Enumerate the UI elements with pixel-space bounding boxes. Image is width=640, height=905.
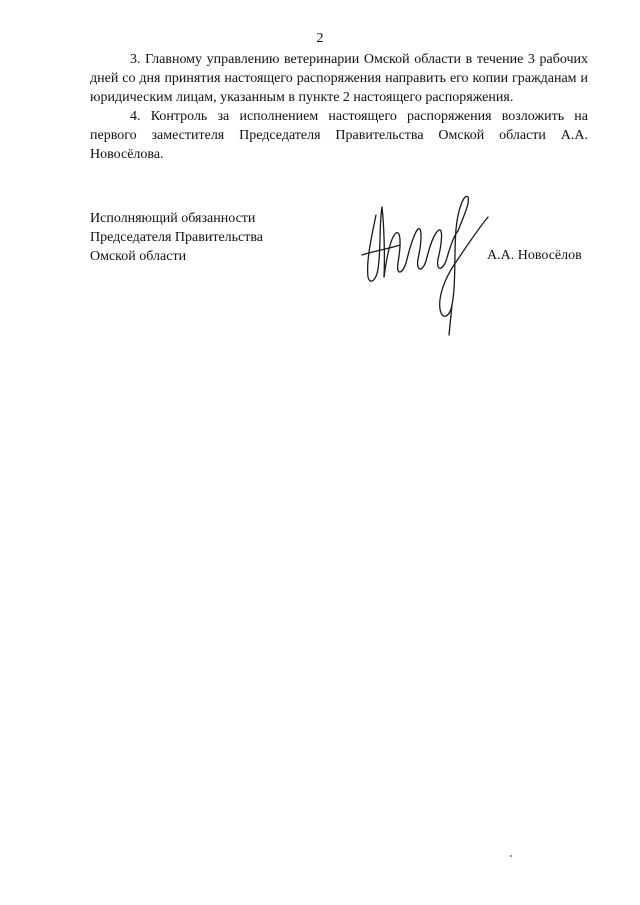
document-body (90, 50, 588, 164)
signatory-title-line: Председателя Правительства (90, 230, 264, 245)
signatory-name: А.А. Новосёлов (487, 248, 582, 263)
signatory-title-line: Исполняющий обязанности (90, 211, 256, 226)
paragraph-4: 4. Контроль за исполнением настоящего распоряжения возложить на первого заместителя Председателя Правительства Омской области А.А. Новосёлова. (90, 109, 588, 162)
signatory-title-line: Омской области (90, 249, 187, 264)
paragraph-3: 3. Главному управлению ветеринарии Омской области в течение 3 рабочих дней со дня принятия настоящего распоряжения направить его копии гражданам и юридическим лицам, указанным в пункте 2 настоящего распоряжения. (90, 52, 588, 105)
page-number: 2 (316, 31, 324, 46)
scan-speck (510, 855, 512, 857)
signatory-title (90, 209, 263, 266)
handwritten-signature (354, 185, 494, 340)
